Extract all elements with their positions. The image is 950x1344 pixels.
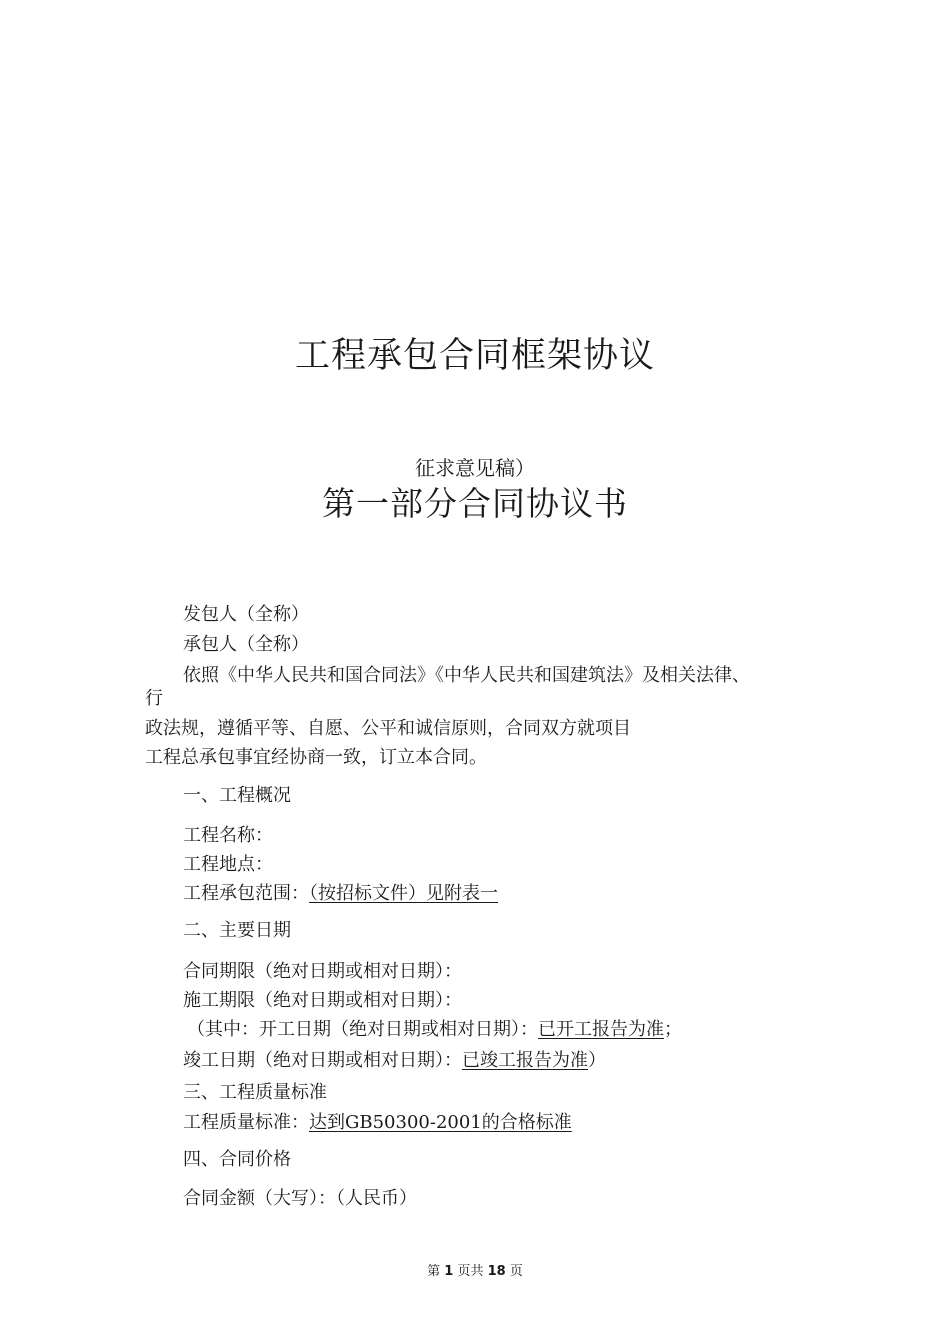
preamble-line-3: 政法规，遵循平等、自愿、公平和诚信原则，合同双方就项目 [145,718,631,739]
completion-date-label: 竣工日期（绝对日期或相对日期）： [183,1050,462,1071]
footer-suffix: 页 [509,1264,523,1279]
section4-heading: 四、合同价格 [183,1149,291,1170]
project-name-label: 工程名称： [183,825,273,846]
scope-label: 工程承包范围： [183,883,309,904]
quality-standard-line [183,1111,572,1135]
preamble-line-1: 依照《中华人民共和国合同法》《中华人民共和国建筑法》及相关法律、 [183,665,750,686]
quality-standard-value: 达到GB50300-2001的合格标准 [309,1112,572,1133]
start-date-label: （其中：开工日期（绝对日期或相对日期）： [187,1019,538,1040]
footer-prefix: 第 [427,1264,441,1279]
contract-period-line: 合同期限（绝对日期或相对日期）： [183,961,462,982]
completion-date-value: 已竣工报告为准 [462,1050,588,1071]
employer-line: 发包人（全称） [183,604,309,625]
preamble-line-2: 行 [145,688,163,709]
scope-value: （按招标文件）见附表一 [309,883,498,904]
preamble-line-4: 工程总承包事宜经协商一致，订立本合同。 [145,747,487,768]
start-date-line [187,1018,682,1042]
footer-page-number: 1 [444,1264,454,1279]
footer-total-pages: 18 [487,1264,506,1279]
section1-heading: 一、工程概况 [183,785,291,806]
completion-date-line [183,1049,606,1073]
draft-note: 征求意见稿） [415,456,535,480]
part-title: 第一部分合同协议书 [322,484,628,523]
quality-standard-label: 工程质量标准： [183,1112,309,1133]
project-location-label: 工程地点： [183,854,273,875]
section2-heading: 二、主要日期 [183,920,291,941]
contract-amount-line: 合同金额（大写）：（人民币） [183,1188,417,1209]
project-scope-line [183,882,498,906]
section3-heading: 三、工程质量标准 [183,1082,327,1103]
footer-middle: 页共 [457,1264,484,1279]
construction-period-line: 施工期限（绝对日期或相对日期）： [183,990,462,1011]
contractor-line: 承包人（全称） [183,634,309,655]
main-title: 工程承包合同框架协议 [294,336,655,376]
completion-date-end: ） [588,1050,606,1071]
start-date-value: 已开工报告为准 [538,1019,664,1040]
page-footer [0,1260,950,1279]
start-date-end: ； [664,1019,682,1040]
